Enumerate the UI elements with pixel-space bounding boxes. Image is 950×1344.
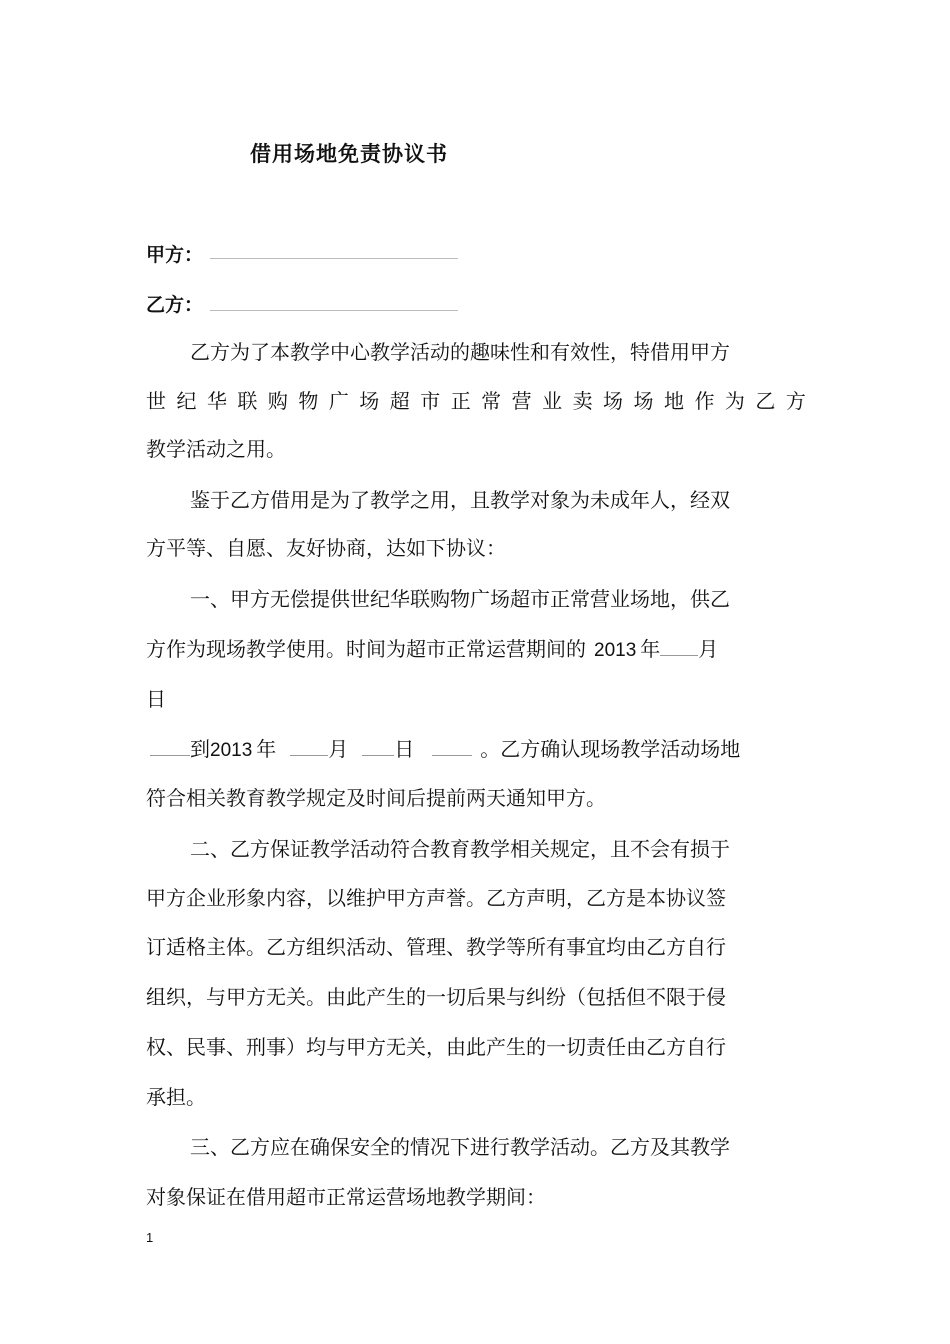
page-number: 1 [146,1230,154,1245]
party-b-blank [210,310,458,311]
end-year: 2013 [210,740,253,761]
paragraph-line: 教学活动之用。 [146,437,286,461]
spaced-char: 作 [694,389,715,413]
paragraph-line: 甲方企业形象内容，以维护甲方声誉。乙方声明，乙方是本协议签 [146,886,726,910]
month-unit: 月 [328,737,349,761]
to-word: 到 [190,737,210,761]
spaced-char: 乙 [755,389,776,413]
spaced-char: 业 [542,389,563,413]
clause-three [146,1132,806,1162]
spaced-char: 超 [389,389,410,413]
paragraph-purpose [146,337,806,367]
spaced-char: 购 [267,389,288,413]
day-unit: 日 [394,737,415,761]
paragraph-line: 日 [146,687,166,711]
paragraph-recital [146,485,806,515]
paragraph-line: 方平等、自愿、友好协商，达如下协议： [146,536,506,560]
paragraph-line: 符合相关教育教学规定及时间后提前两天通知甲方。 [146,786,606,810]
spaced-char: 市 [420,389,441,413]
spaced-char: 营 [511,389,532,413]
trailing-blank [432,733,472,756]
paragraph-line: 鉴于乙方借用是为了教学之用，且教学对象为未成年人，经双 [190,488,730,512]
spaced-char: 为 [724,389,745,413]
spaced-char: 卖 [572,389,593,413]
paragraph-line: 权、民事、刑事）均与甲方无关，由此产生的一切责任由乙方自行 [146,1035,726,1059]
spaced-char: 世 [146,389,166,413]
clause-one-date-line [146,633,806,666]
year-unit: 年 [256,737,277,761]
party-b-label: 乙方： [146,294,204,316]
spaced-char: 场 [359,389,380,413]
paragraph-line: 对象保证在借用超市正常运营场地教学期间： [146,1185,546,1209]
clause-two [146,834,806,864]
party-a-blank [210,258,458,259]
end-day-blank [362,733,394,756]
year-unit: 年 [640,637,661,661]
spaced-char: 场 [633,389,654,413]
paragraph-line: 订适格主体。乙方组织活动、管理、教学等所有事宜均由乙方自行 [146,935,726,959]
spaced-char: 广 [328,389,349,413]
paragraph-line: 方作为现场教学使用。时间为超市正常运营期间的 [146,637,586,661]
spaced-char: 场 [603,389,624,413]
paragraph-line: 。乙方确认现场教学活动场地 [480,737,741,761]
spaced-char: 物 [298,389,319,413]
paragraph-line: 三、乙方应在确保安全的情况下进行教学活动。乙方及其教学 [190,1135,730,1159]
spaced-char: 地 [663,389,684,413]
paragraph-line-spaced [146,386,806,416]
spaced-char: 纪 [176,389,197,413]
paragraph-line: 一、甲方无偿提供世纪华联购物广场超市正常营业场地，供乙 [190,587,730,611]
paragraph-line: 乙方为了本教学中心教学活动的趣味性和有效性，特借用甲方 [190,340,730,364]
paragraph-line: 承担。 [146,1085,206,1109]
start-month-blank [660,633,698,656]
spaced-char: 常 [481,389,502,413]
month-unit: 月 [698,637,719,661]
paragraph-line: 二、乙方保证教学活动符合教育教学相关规定，且不会有损于 [190,837,730,861]
start-day-blank [150,733,190,756]
paragraph-line: 组织，与甲方无关。由此产生的一切后果与纠纷（包括但不限于侵 [146,985,726,1009]
spaced-char: 方 [785,389,806,413]
spaced-char: 正 [450,389,471,413]
clause-one-end-date-line [146,733,806,766]
spaced-char: 华 [206,389,227,413]
party-a-label: 甲方： [146,244,204,266]
document-title: 借用场地免责协议书 [250,142,448,166]
end-month-blank [290,733,328,756]
spaced-char: 联 [237,389,258,413]
start-year: 2013 [594,640,637,661]
clause-one [146,584,806,614]
